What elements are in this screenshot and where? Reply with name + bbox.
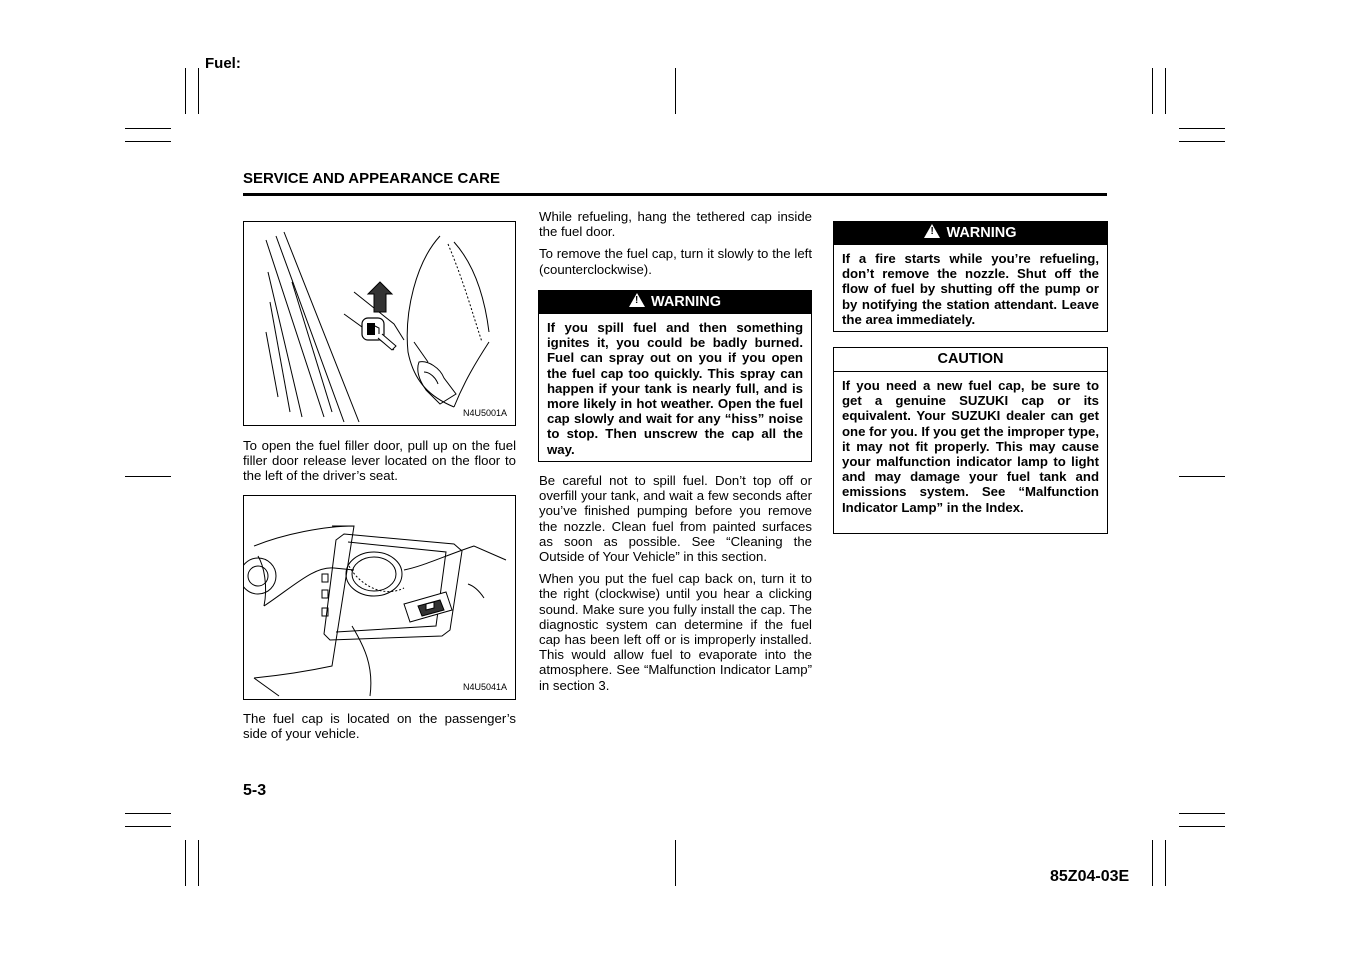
section-tag: Fuel: bbox=[205, 55, 241, 72]
text-careful-spill: Be careful not to spill fuel. Don’t top off or overfill your tank, and wait a few seconds after you’ve finished pumping before you remove the nozzle. Clean fuel from painted surfaces as soon as possible. See “Cleaning the Outside of Your Vehicle” in this section. bbox=[539, 473, 812, 565]
fuel-cap-illustration bbox=[244, 496, 515, 699]
figure-release-lever bbox=[243, 221, 516, 426]
text-open-door: To open the fuel filler door, pull up on the fuel filler door release lever located on the floor to the left of the driver’s seat. bbox=[243, 438, 516, 484]
release-lever-illustration bbox=[244, 222, 515, 425]
paragraph-open-door bbox=[243, 438, 516, 491]
caution-title: CAUTION bbox=[834, 348, 1107, 372]
warning-box-spill bbox=[538, 290, 812, 462]
column-2-top-text bbox=[539, 209, 812, 284]
warning-triangle-icon: ! bbox=[924, 224, 940, 238]
paragraph-cap-location bbox=[243, 711, 516, 748]
column-2-bottom-text bbox=[539, 473, 812, 700]
caution-text: If you need a new fuel cap, be sure to get a genuine SUZUKI cap or its equivalent. Your SUZUKI dealer can get one for you. If you get the improper type, it may not fit properly. This may cause your malfunction indicator lamp to light and may damage your fuel tank and emissions system. See “Malfunction Indicator Lamp” in the Index. bbox=[842, 378, 1099, 515]
text-remove-cap: To remove the fuel cap, turn it slowly to the left (counterclockwise). bbox=[539, 246, 812, 277]
warning-header bbox=[834, 222, 1107, 245]
warning-title: WARNING bbox=[946, 225, 1017, 241]
text-put-cap-back: When you put the fuel cap back on, turn it to the right (clockwise) until you hear a clicking sound. Make sure you fully install the cap. The diagnostic system can determine if the fuel cap has been left off or is improperly installed. This would allow fuel to evaporate into the atmosphere. See “Malfunction Indicator Lamp” in section 3. bbox=[539, 571, 812, 693]
figure-fuel-cap bbox=[243, 495, 516, 700]
figure-code: N4U5001A bbox=[462, 408, 507, 418]
warning-text: If a fire starts while you’re refueling, don’t remove the nozzle. Shut off the flow of fuel by shutting off the pump or by notifying the station attendant. Leave the area immediately. bbox=[842, 251, 1099, 327]
warning-header bbox=[539, 291, 811, 314]
warning-triangle-icon: ! bbox=[629, 293, 645, 307]
chapter-title: SERVICE AND APPEARANCE CARE bbox=[243, 170, 500, 187]
text-cap-location: The fuel cap is located on the passenger’s side of your vehicle. bbox=[243, 711, 516, 742]
figure-code: N4U5041A bbox=[462, 682, 507, 692]
warning-text: If you spill fuel and then something ignites it, you could be badly burned. Fuel can spray out on you if you open the fuel cap too quickly. This spray can happen if your tank is nearly full, and is more likely in hot weather. Open the fuel cap slowly and wait for any “hiss” noise to stop. Then unscrew the cap all the way. bbox=[547, 320, 803, 457]
document-code: 85Z04-03E bbox=[1050, 868, 1130, 885]
warning-box-fire bbox=[833, 221, 1108, 332]
caution-box-fuel-cap bbox=[833, 347, 1108, 534]
warning-title: WARNING bbox=[650, 294, 722, 310]
page-number: 5-3 bbox=[243, 782, 267, 799]
text-tethered-cap: While refueling, hang the tethered cap inside the fuel door. bbox=[539, 209, 812, 240]
header-rule bbox=[243, 193, 1107, 196]
